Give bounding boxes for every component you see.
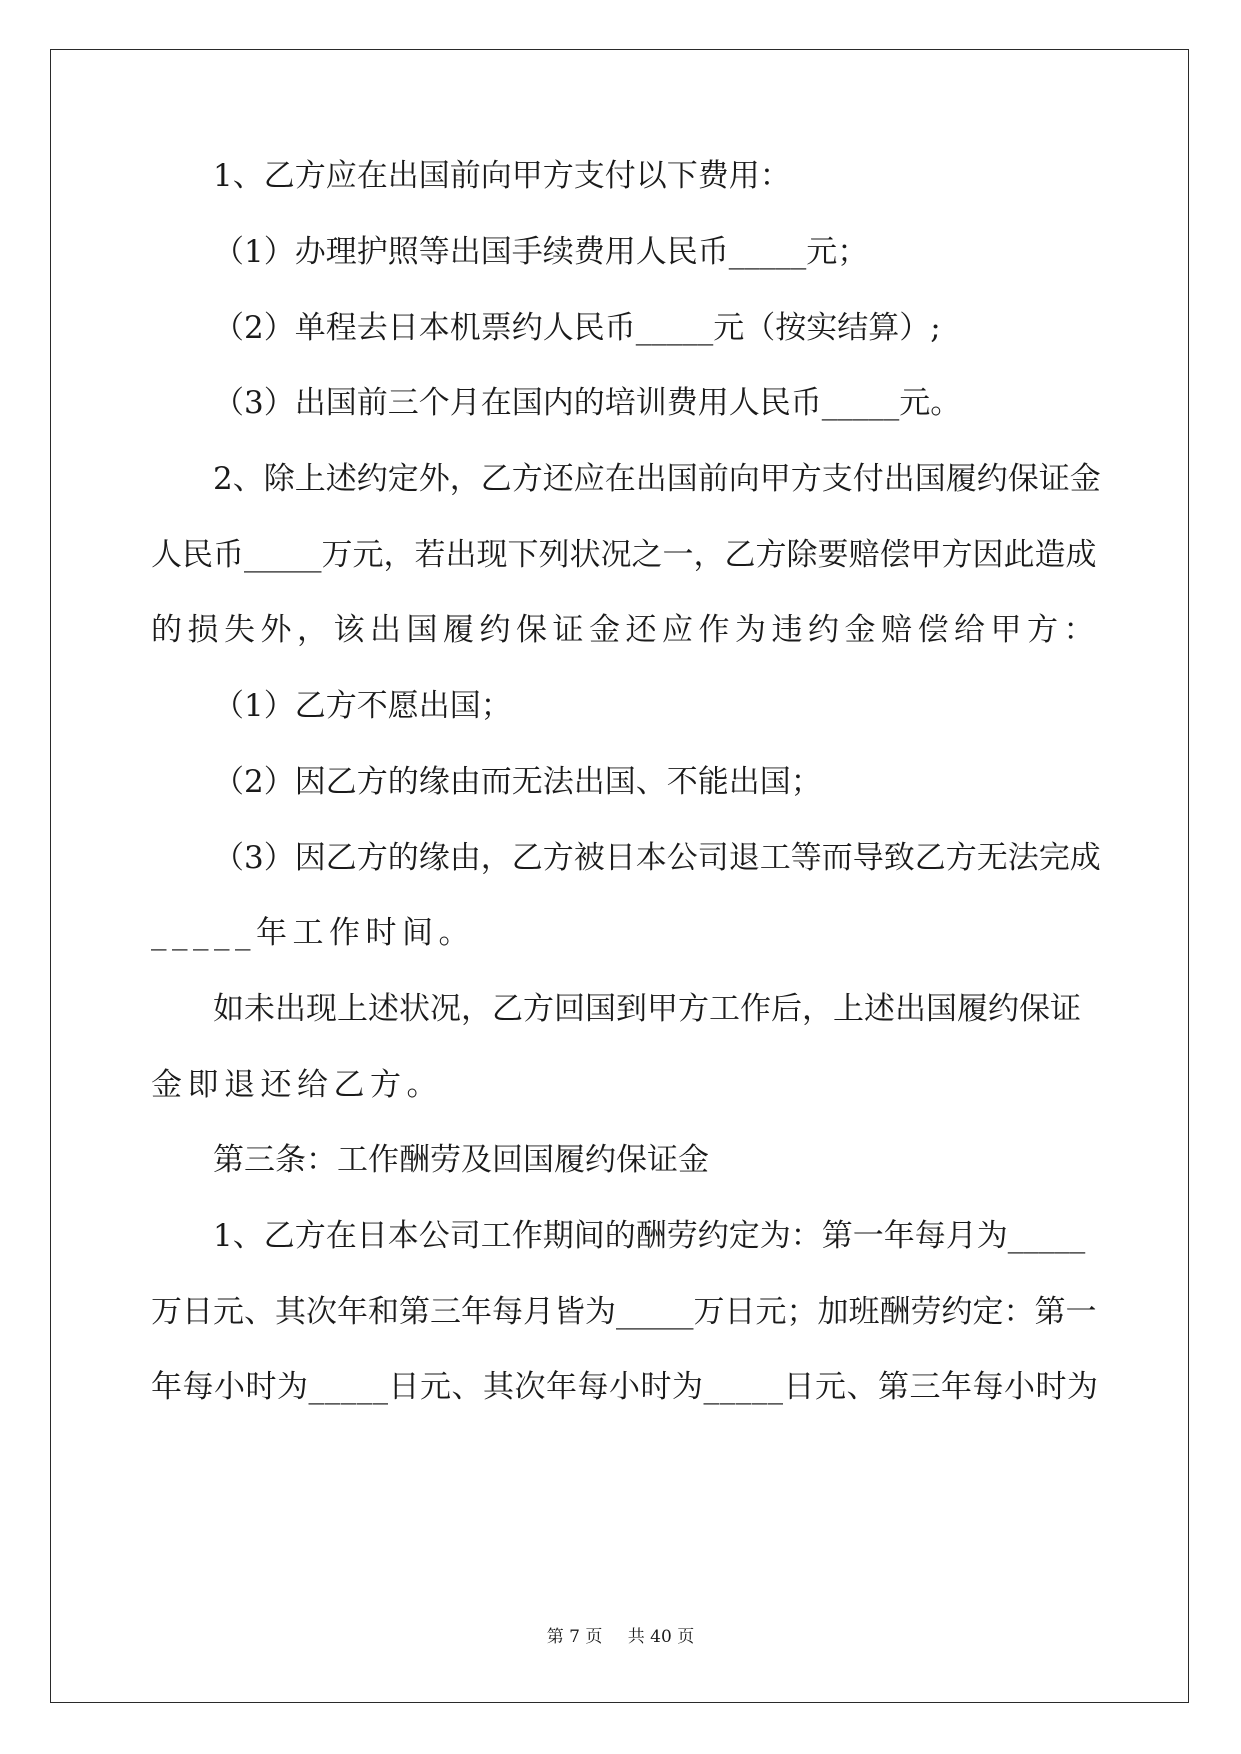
paragraph-line: （1）办理护照等出国手续费用人民币_____元；: [213, 234, 869, 270]
paragraph-line: 金即退还给乙方。: [151, 1067, 443, 1103]
paragraph-line: （1）乙方不愿出国；: [213, 688, 512, 724]
paragraph-line: （3）出国前三个月在国内的培训费用人民币_____元。: [213, 385, 962, 421]
paragraph-line: _____年工作时间。: [151, 915, 475, 951]
section-heading: 第三条：工作酬劳及回国履约保证金: [213, 1142, 709, 1178]
paragraph-line: 的损失外，该出国履约保证金还应作为违约金赔偿给甲方：: [151, 612, 1100, 648]
paragraph-line: 1、乙方应在出国前向甲方支付以下费用：: [213, 158, 791, 194]
paragraph-line: 如未出现上述状况，乙方回国到甲方工作后，上述出国履约保证: [213, 991, 1081, 1027]
paragraph-line: （2）单程去日本机票约人民币_____元（按实结算）;: [213, 310, 941, 346]
paragraph-line: （2）因乙方的缘由而无法出国、不能出国；: [213, 764, 822, 800]
page-total: 共 40 页: [627, 1627, 695, 1647]
paragraph-line: 1、乙方在日本公司工作期间的酬劳约定为：第一年每月为_____: [213, 1218, 1086, 1254]
paragraph-line: 人民币_____万元，若出现下列状况之一，乙方除要赔偿甲方因此造成: [151, 537, 1097, 573]
paragraph-line: 年每小时为_____日元、其次年每小时为_____日元、第三年每小时为: [151, 1369, 1099, 1405]
page-number: 第 7 页: [546, 1627, 603, 1647]
page-footer: [0, 1626, 1241, 1648]
paragraph-line: 万日元、其次年和第三年每月皆为_____万日元；加班酬劳约定：第一: [151, 1294, 1097, 1330]
paragraph-line: （3）因乙方的缘由，乙方被日本公司退工等而导致乙方无法完成: [213, 840, 1101, 876]
paragraph-line: 2、除上述约定外，乙方还应在出国前向甲方支付出国履约保证金: [213, 461, 1101, 497]
